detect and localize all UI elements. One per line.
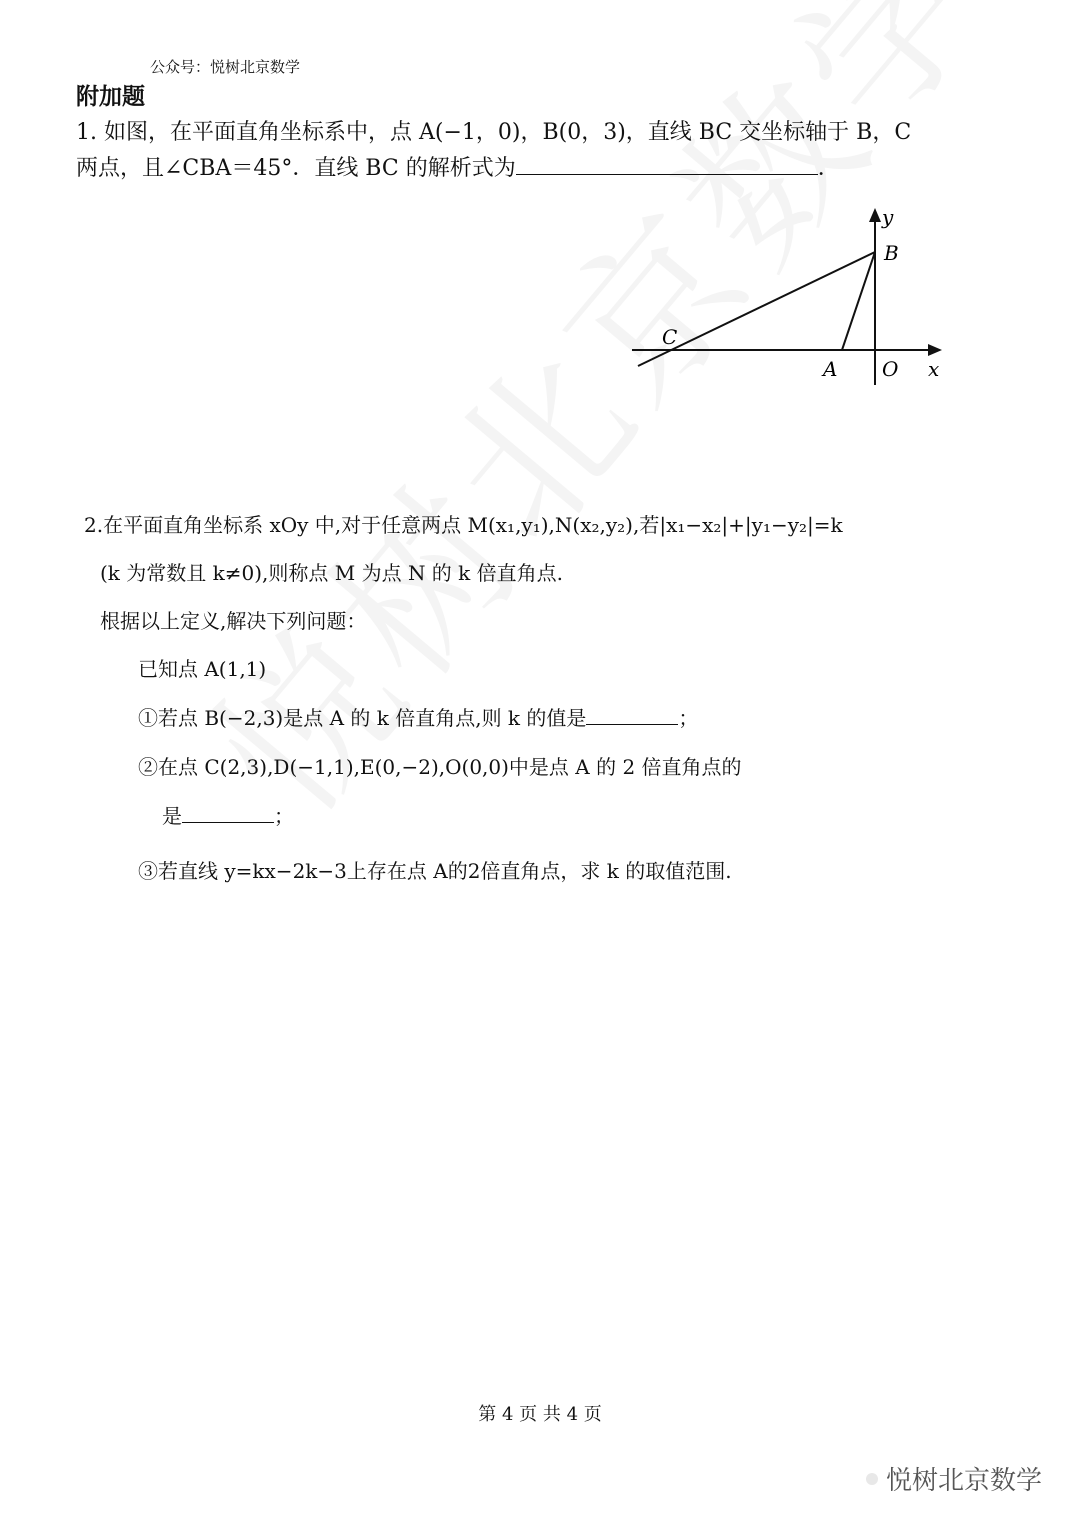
q1-line2-end: ． [817, 156, 840, 181]
label-c: C [662, 325, 678, 349]
q2-sub2-end: ； [274, 804, 294, 828]
q2-line1: 2.在平面直角坐标系 xOy 中,对于任意两点 M(x₁,y₁),N(x₂,y₂),若|x₁−x₂|+|y₁−y₂|=k [84, 513, 843, 537]
segment-ab [842, 252, 875, 350]
q2-given: 已知点 A(1,1) [138, 657, 267, 681]
q2-line2: (k 为常数且 k≠0),则称点 M 为点 N 的 k 倍直角点. [100, 561, 563, 585]
coordinate-figure [620, 200, 960, 390]
answer-blank-sub2[interactable] [182, 798, 274, 823]
section-title: 附加题 [76, 84, 145, 110]
q2-sub2-text: 是 [162, 804, 182, 828]
answer-blank-q1[interactable] [516, 150, 818, 175]
brand-text: 悦树北京数学 [885, 1466, 1042, 1496]
y-axis-arrow [869, 208, 881, 222]
page-footer: 第 4 页 共 4 页 [478, 1404, 602, 1425]
q2-sub2-line2 [162, 798, 294, 833]
q2-sub1-text: ①若点 B(−2,3)是点 A 的 k 倍直角点,则 k 的值是 [138, 706, 587, 730]
wechat-icon [866, 1473, 878, 1485]
q2-line3: 根据以上定义,解决下列问题： [100, 609, 367, 633]
q2-sub2-line1: ②在点 C(2,3),D(−1,1),E(0,−2),O(0,0)中是点 A 的 2 倍直角点的 [138, 755, 742, 779]
q2-sub1-end: ； [678, 706, 699, 730]
label-o: O [882, 357, 899, 381]
brand-mark [866, 1460, 1042, 1497]
label-a: A [823, 357, 838, 381]
label-y: y [882, 205, 894, 229]
q2-sub3: ③若直线 y=kx−2k−3上存在点 A的2倍直角点，求 k 的取值范围. [138, 859, 732, 883]
q1-line2-text: 两点，且∠CBA＝45°．直线 BC 的解析式为 [76, 156, 516, 181]
x-axis-arrow [928, 344, 942, 356]
answer-blank-sub1[interactable] [586, 700, 678, 725]
q1-line1: 1. 如图，在平面直角坐标系中，点 A(−1，0)，B(0，3)，直线 BC 交坐标轴于 B，C [76, 120, 912, 145]
q2-sub1 [138, 700, 698, 735]
header-account: 公众号：悦树北京数学 [150, 58, 301, 76]
q1-line2 [76, 150, 840, 186]
label-x: x [928, 357, 940, 381]
label-b: B [884, 241, 899, 265]
